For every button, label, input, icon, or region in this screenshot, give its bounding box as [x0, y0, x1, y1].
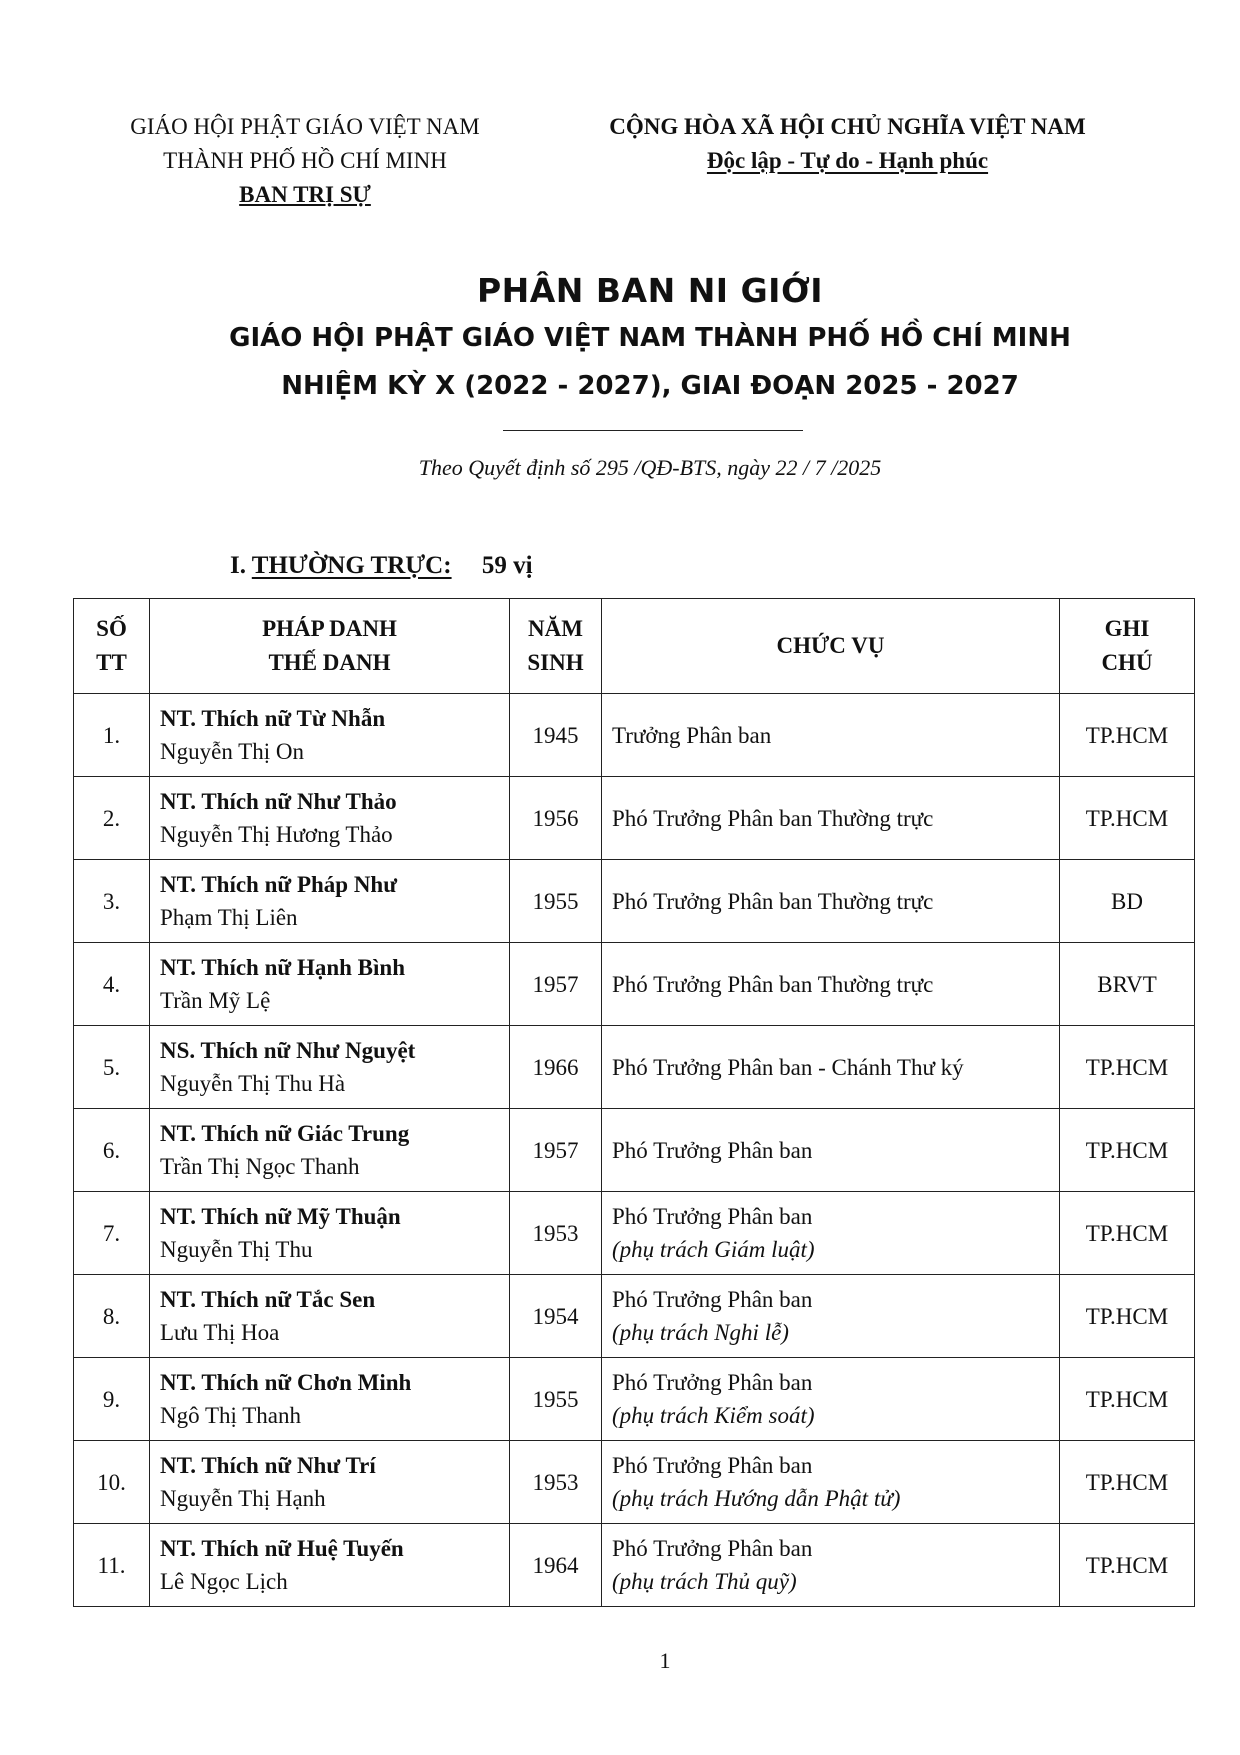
table-row	[74, 1524, 1195, 1607]
lay-name: Ngô Thị Thanh	[160, 1403, 301, 1428]
position-title: Phó Trưởng Phân ban	[612, 1536, 813, 1561]
position-cell	[602, 694, 1060, 777]
table-row	[74, 1358, 1195, 1441]
position-title: Phó Trưởng Phân ban - Chánh Thư ký	[612, 1054, 964, 1080]
note-cell: TP.HCM	[1060, 694, 1195, 777]
lay-name: Nguyễn Thị Thu Hà	[160, 1071, 346, 1096]
lay-name: Lưu Thị Hoa	[160, 1320, 280, 1345]
dharma-name: NT. Thích nữ Hạnh Bình	[160, 955, 405, 980]
header-year: NĂM SINH	[510, 599, 602, 694]
section-count: 59 vị	[481, 552, 533, 579]
page-number: 1	[659, 1648, 671, 1673]
position-title: Phó Trưởng Phân ban	[612, 1287, 813, 1312]
row-number: 8.	[74, 1275, 150, 1358]
birth-year: 1957	[510, 1109, 602, 1192]
country-name: CỘNG HÒA XÃ HỘI CHỦ NGHĨA VIỆT NAM	[609, 114, 1086, 139]
birth-year: 1945	[510, 694, 602, 777]
decision-reference: Theo Quyết định số 295 /QĐ-BTS, ngày 22 / 7 /2025	[418, 455, 882, 480]
section-number: I.	[230, 552, 246, 579]
dharma-name: NT. Thích nữ Từ Nhẫn	[160, 706, 386, 731]
birth-year: 1953	[510, 1441, 602, 1524]
name-cell	[150, 1358, 510, 1441]
issuer-org: GIÁO HỘI PHẬT GIÁO VIỆT NAM	[130, 114, 480, 139]
note-cell: TP.HCM	[1060, 777, 1195, 860]
title-divider	[503, 430, 803, 431]
position-responsibility: (phụ trách Giám luật)	[612, 1237, 815, 1262]
note-cell: TP.HCM	[1060, 1109, 1195, 1192]
member-table	[73, 598, 1195, 1607]
header-note: GHI CHÚ	[1060, 599, 1195, 694]
issuer-block	[95, 110, 515, 212]
table-row	[74, 1441, 1195, 1524]
position-title: Phó Trưởng Phân ban Thường trực	[612, 805, 934, 831]
lay-name: Nguyễn Thị Hương Thảo	[160, 822, 393, 847]
lay-name: Nguyễn Thị On	[160, 739, 304, 764]
position-title: Trưởng Phân ban	[612, 722, 772, 748]
row-number: 1.	[74, 694, 150, 777]
header-name: PHÁP DANH THẾ DANH	[150, 599, 510, 694]
note-cell: TP.HCM	[1060, 1358, 1195, 1441]
position-cell	[602, 777, 1060, 860]
dharma-name: NT. Thích nữ Chơn Minh	[160, 1370, 412, 1395]
dharma-name: NT. Thích nữ Mỹ Thuận	[160, 1204, 401, 1229]
birth-year: 1966	[510, 1026, 602, 1109]
title-line-1: PHÂN BAN NI GIỚI	[476, 271, 824, 310]
lay-name: Lê Ngọc Lịch	[160, 1569, 288, 1594]
position-title: Phó Trưởng Phân ban	[612, 1137, 813, 1163]
position-title: Phó Trưởng Phân ban Thường trực	[612, 888, 934, 914]
name-cell	[150, 1524, 510, 1607]
name-cell	[150, 1026, 510, 1109]
birth-year: 1953	[510, 1192, 602, 1275]
position-cell	[602, 1524, 1060, 1607]
birth-year: 1964	[510, 1524, 602, 1607]
dharma-name: NT. Thích nữ Tắc Sen	[160, 1287, 376, 1312]
lay-name: Trần Thị Ngọc Thanh	[160, 1154, 360, 1179]
row-number: 4.	[74, 943, 150, 1026]
table-row	[74, 1275, 1195, 1358]
dharma-name: NS. Thích nữ Như Nguyệt	[160, 1038, 416, 1063]
table-row	[74, 694, 1195, 777]
name-cell	[150, 1441, 510, 1524]
table-row	[74, 943, 1195, 1026]
title-line-3: NHIỆM KỲ X (2022 - 2027), GIAI ĐOẠN 2025 - 2027	[281, 371, 1019, 401]
dharma-name: NT. Thích nữ Như Thảo	[160, 789, 397, 814]
name-cell	[150, 860, 510, 943]
position-cell	[602, 1192, 1060, 1275]
row-number: 7.	[74, 1192, 150, 1275]
national-motto: Độc lập - Tự do - Hạnh phúc	[706, 148, 989, 173]
note-cell: TP.HCM	[1060, 1524, 1195, 1607]
name-cell	[150, 943, 510, 1026]
issuer-city: THÀNH PHỐ HỒ CHÍ MINH	[163, 148, 447, 173]
row-number: 5.	[74, 1026, 150, 1109]
header-no: SỐ TT	[74, 599, 150, 694]
lay-name: Nguyễn Thị Thu	[160, 1237, 313, 1262]
birth-year: 1955	[510, 860, 602, 943]
issuer-dept: BAN TRỊ SỰ	[239, 182, 371, 207]
title-line-2: GIÁO HỘI PHẬT GIÁO VIỆT NAM THÀNH PHỐ HỒ CHÍ MINH	[229, 323, 1071, 353]
position-responsibility: (phụ trách Nghi lễ)	[612, 1320, 789, 1345]
birth-year: 1956	[510, 777, 602, 860]
header-position: CHỨC VỤ	[602, 599, 1060, 694]
row-number: 6.	[74, 1109, 150, 1192]
position-cell	[602, 1026, 1060, 1109]
note-cell: TP.HCM	[1060, 1441, 1195, 1524]
row-number: 3.	[74, 860, 150, 943]
lay-name: Trần Mỹ Lệ	[160, 988, 271, 1013]
national-header	[570, 110, 1125, 178]
note-cell: TP.HCM	[1060, 1026, 1195, 1109]
position-title: Phó Trưởng Phân ban Thường trực	[612, 971, 934, 997]
section-title: THƯỜNG TRỰC:	[251, 552, 452, 579]
table-row	[74, 1192, 1195, 1275]
position-cell	[602, 1358, 1060, 1441]
position-title: Phó Trưởng Phân ban	[612, 1453, 813, 1478]
table-row	[74, 860, 1195, 943]
position-responsibility: (phụ trách Thủ quỹ)	[612, 1569, 797, 1594]
position-responsibility: (phụ trách Kiểm soát)	[612, 1403, 815, 1428]
table-row	[74, 1109, 1195, 1192]
row-number: 10.	[74, 1441, 150, 1524]
row-number: 11.	[74, 1524, 150, 1607]
birth-year: 1955	[510, 1358, 602, 1441]
birth-year: 1954	[510, 1275, 602, 1358]
name-cell	[150, 777, 510, 860]
dharma-name: NT. Thích nữ Pháp Như	[160, 872, 398, 897]
row-number: 9.	[74, 1358, 150, 1441]
name-cell	[150, 1109, 510, 1192]
dharma-name: NT. Thích nữ Như Trí	[160, 1453, 376, 1478]
table-row	[74, 777, 1195, 860]
position-cell	[602, 1441, 1060, 1524]
birth-year: 1957	[510, 943, 602, 1026]
position-responsibility: (phụ trách Hướng dẫn Phật tử)	[612, 1486, 901, 1511]
position-title: Phó Trưởng Phân ban	[612, 1204, 813, 1229]
lay-name: Phạm Thị Liên	[160, 905, 298, 930]
table-row	[74, 1026, 1195, 1109]
position-cell	[602, 943, 1060, 1026]
position-cell	[602, 860, 1060, 943]
document-title	[100, 268, 1200, 410]
dharma-name: NT. Thích nữ Giác Trung	[160, 1121, 410, 1146]
note-cell: TP.HCM	[1060, 1275, 1195, 1358]
section-heading	[230, 548, 533, 584]
position-title: Phó Trưởng Phân ban	[612, 1370, 813, 1395]
note-cell: BD	[1060, 860, 1195, 943]
row-number: 2.	[74, 777, 150, 860]
name-cell	[150, 1192, 510, 1275]
name-cell	[150, 1275, 510, 1358]
lay-name: Nguyễn Thị Hạnh	[160, 1486, 326, 1511]
position-cell	[602, 1109, 1060, 1192]
name-cell	[150, 694, 510, 777]
table-header-row	[74, 599, 1195, 694]
position-cell	[602, 1275, 1060, 1358]
note-cell: TP.HCM	[1060, 1192, 1195, 1275]
note-cell: BRVT	[1060, 943, 1195, 1026]
dharma-name: NT. Thích nữ Huệ Tuyến	[160, 1536, 404, 1561]
